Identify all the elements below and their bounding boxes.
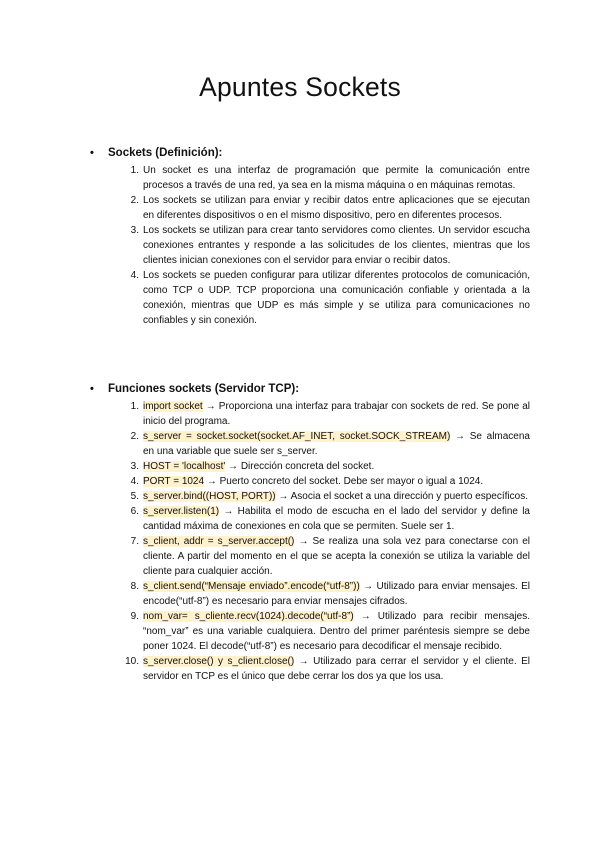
code-snippet: PORT = 1024 (143, 476, 205, 487)
item-number: 8. (130, 581, 139, 592)
list-item (90, 459, 530, 474)
code-snippet: s_server.close() y s_client.close() (143, 656, 295, 667)
item-text: → Puerto concreto del socket. Debe ser mayor o igual a 1024. (204, 476, 484, 487)
item-number: 2. (130, 431, 139, 442)
item-text: → Utilizado para enviar mensajes. El encode(“utf-8”) es necesario para enviar mensajes cifrados. (143, 581, 530, 607)
item-number: 10. (125, 656, 139, 667)
bullet-icon: • (90, 147, 94, 159)
document-title: Apuntes Sockets (199, 72, 401, 102)
item-text: → Asocia el socket a una dirección y puerto específicos. (275, 491, 528, 502)
item-text: → Se realiza una sola vez para conectarse con el cliente. A partir del momento en el que se acepta la conexión se utiliza la variable del cliente para cualquier acción. (143, 536, 530, 577)
list-item (90, 163, 530, 193)
item-text: Un socket es una interfaz de programación que permite la comunicación entre procesos a través de una red, ya sea en la misma máquina o en máquinas remotas. (143, 165, 530, 191)
item-text: → Habilita el modo de escucha en el lado del servidor y define la cantidad máxima de conexiones en cola que se permiten. Suele ser 1. (143, 506, 530, 532)
item-number: 1. (130, 401, 139, 412)
item-number: 2. (130, 195, 139, 206)
list-item (90, 654, 530, 684)
item-text: → Utilizado para cerrar el servidor y el cliente. El servidor en TCP es el único que debe cerrar los dos ya que los usa. (143, 656, 530, 682)
item-text: Los sockets se utilizan para enviar y recibir datos entre aplicaciones que se ejecutan en diferentes dispositivos o en el mismo dispositivo, pero en diferentes procesos. (143, 195, 530, 221)
list-item (90, 429, 530, 459)
list-item (90, 193, 530, 223)
list-item (90, 268, 530, 328)
item-number: 3. (130, 225, 139, 236)
item-number: 7. (130, 536, 139, 547)
section-heading (90, 146, 530, 160)
list-item (90, 534, 530, 579)
item-text: → Dirección concreta del socket. (225, 461, 375, 472)
item-text: → Se almacena en una variable que suele ser s_server. (143, 431, 530, 457)
functions-list (90, 399, 530, 684)
item-text: → Utilizado para recibir mensajes. “nom_var” es una variable cualquiera. Dentro del primer paréntesis siempre se debe poner 1024. El decode(“utf-8”) es necesario para decodificar el mensaje recibido. (143, 611, 531, 652)
list-item (90, 609, 530, 654)
list-item (90, 223, 530, 268)
code-snippet: s_server.bind((HOST, PORT)) (143, 491, 276, 502)
list-item (90, 474, 530, 489)
section-heading-text: Funciones sockets (Servidor TCP): (108, 383, 300, 395)
list-item (90, 489, 530, 504)
list-item (90, 399, 530, 429)
section-heading (90, 382, 530, 396)
item-number: 5. (130, 491, 139, 502)
code-snippet: s_client, addr = s_server.accept() (143, 536, 295, 547)
section-sockets-definition (90, 146, 530, 328)
item-text: → Proporciona una interfaz para trabajar con sockets de red. Se pone al inicio del programa. (143, 401, 531, 427)
list-item (90, 504, 530, 534)
item-number: 4. (130, 476, 139, 487)
section-heading-text: Sockets (Definición): (108, 147, 223, 159)
item-number: 1. (130, 165, 139, 176)
item-text: Los sockets se pueden configurar para utilizar diferentes protocolos de comunicación, como TCP o UDP. TCP proporciona una comunicación confiable y orientada a la conexión, mientras que UDP es más simple y se utiliza para comunicaciones no confiables y sin conexión. (143, 270, 530, 326)
code-snippet: s_server = socket.socket(socket.AF_INET, socket.SOCK_STREAM) (143, 431, 451, 442)
item-number: 3. (130, 461, 139, 472)
section-tcp-server-functions (90, 382, 530, 684)
list-item (90, 579, 530, 609)
definition-list (90, 163, 530, 328)
code-snippet: s_client.send(“Mensaje enviado”.encode(“utf-8”)) (143, 581, 360, 592)
item-number: 9. (130, 611, 139, 622)
code-snippet: import socket (143, 401, 203, 412)
item-number: 4. (130, 270, 139, 281)
code-snippet: HOST = 'localhost' (143, 461, 226, 472)
code-snippet: s_server.listen(1) (143, 506, 220, 517)
item-number: 6. (130, 506, 139, 517)
bullet-icon: • (90, 383, 94, 395)
item-text: Los sockets se utilizan para crear tanto servidores como clientes. Un servidor escucha conexiones entrantes y responde a las solicitudes de los clientes, mientras que los clientes inician conexiones con el servidor para enviar o recibir datos. (143, 225, 530, 266)
code-snippet: nom_var= s_cliente.recv(1024).decode(“utf-8”) (143, 611, 354, 622)
